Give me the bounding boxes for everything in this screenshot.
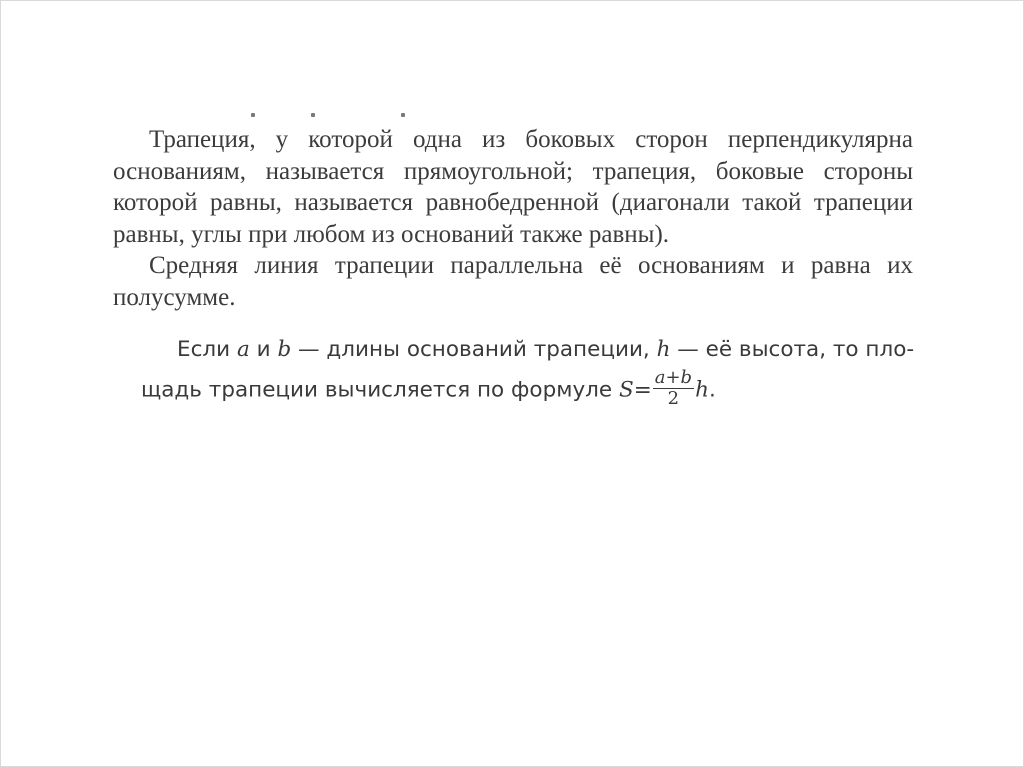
theorem-text: щадь трапеции вычисляется по формуле <box>141 377 619 403</box>
formula-variable-h: h <box>695 377 709 403</box>
formula-equals: = <box>633 377 652 403</box>
paragraph-trapezoid-types: Трапеция, у которой одна из боковых сторон перпендикулярна основаниям, называется прямоугольной; трапеция, боковые стороны которой равны, называется равнобедренной (диагонали такой трапеции равны, углы при любом из оснований также равны). <box>113 126 913 248</box>
theorem-text: — длины оснований трапеции, <box>291 337 657 362</box>
formula-fraction <box>653 368 694 409</box>
theorem-text: Если <box>177 337 237 362</box>
theorem-line-2 <box>141 367 883 411</box>
theorem-text: и <box>249 337 278 362</box>
formula-lhs: S <box>618 377 634 403</box>
main-text-block <box>113 124 913 313</box>
variable-a: a <box>236 337 250 362</box>
fraction-denominator: 2 <box>667 388 680 409</box>
cropped-text-remnant <box>251 113 411 119</box>
variable-b: b <box>277 337 292 362</box>
formula-period: . <box>708 377 716 403</box>
variable-h: h <box>656 337 671 362</box>
paragraph-midline: Средняя линия трапеции параллельна её основаниям и равна их полусумме. <box>113 252 913 311</box>
theorem-text: — её высота, то пло- <box>670 337 915 362</box>
theorem-line-1 <box>141 330 915 370</box>
area-theorem <box>141 330 915 411</box>
fraction-numerator: a+b <box>654 367 693 388</box>
